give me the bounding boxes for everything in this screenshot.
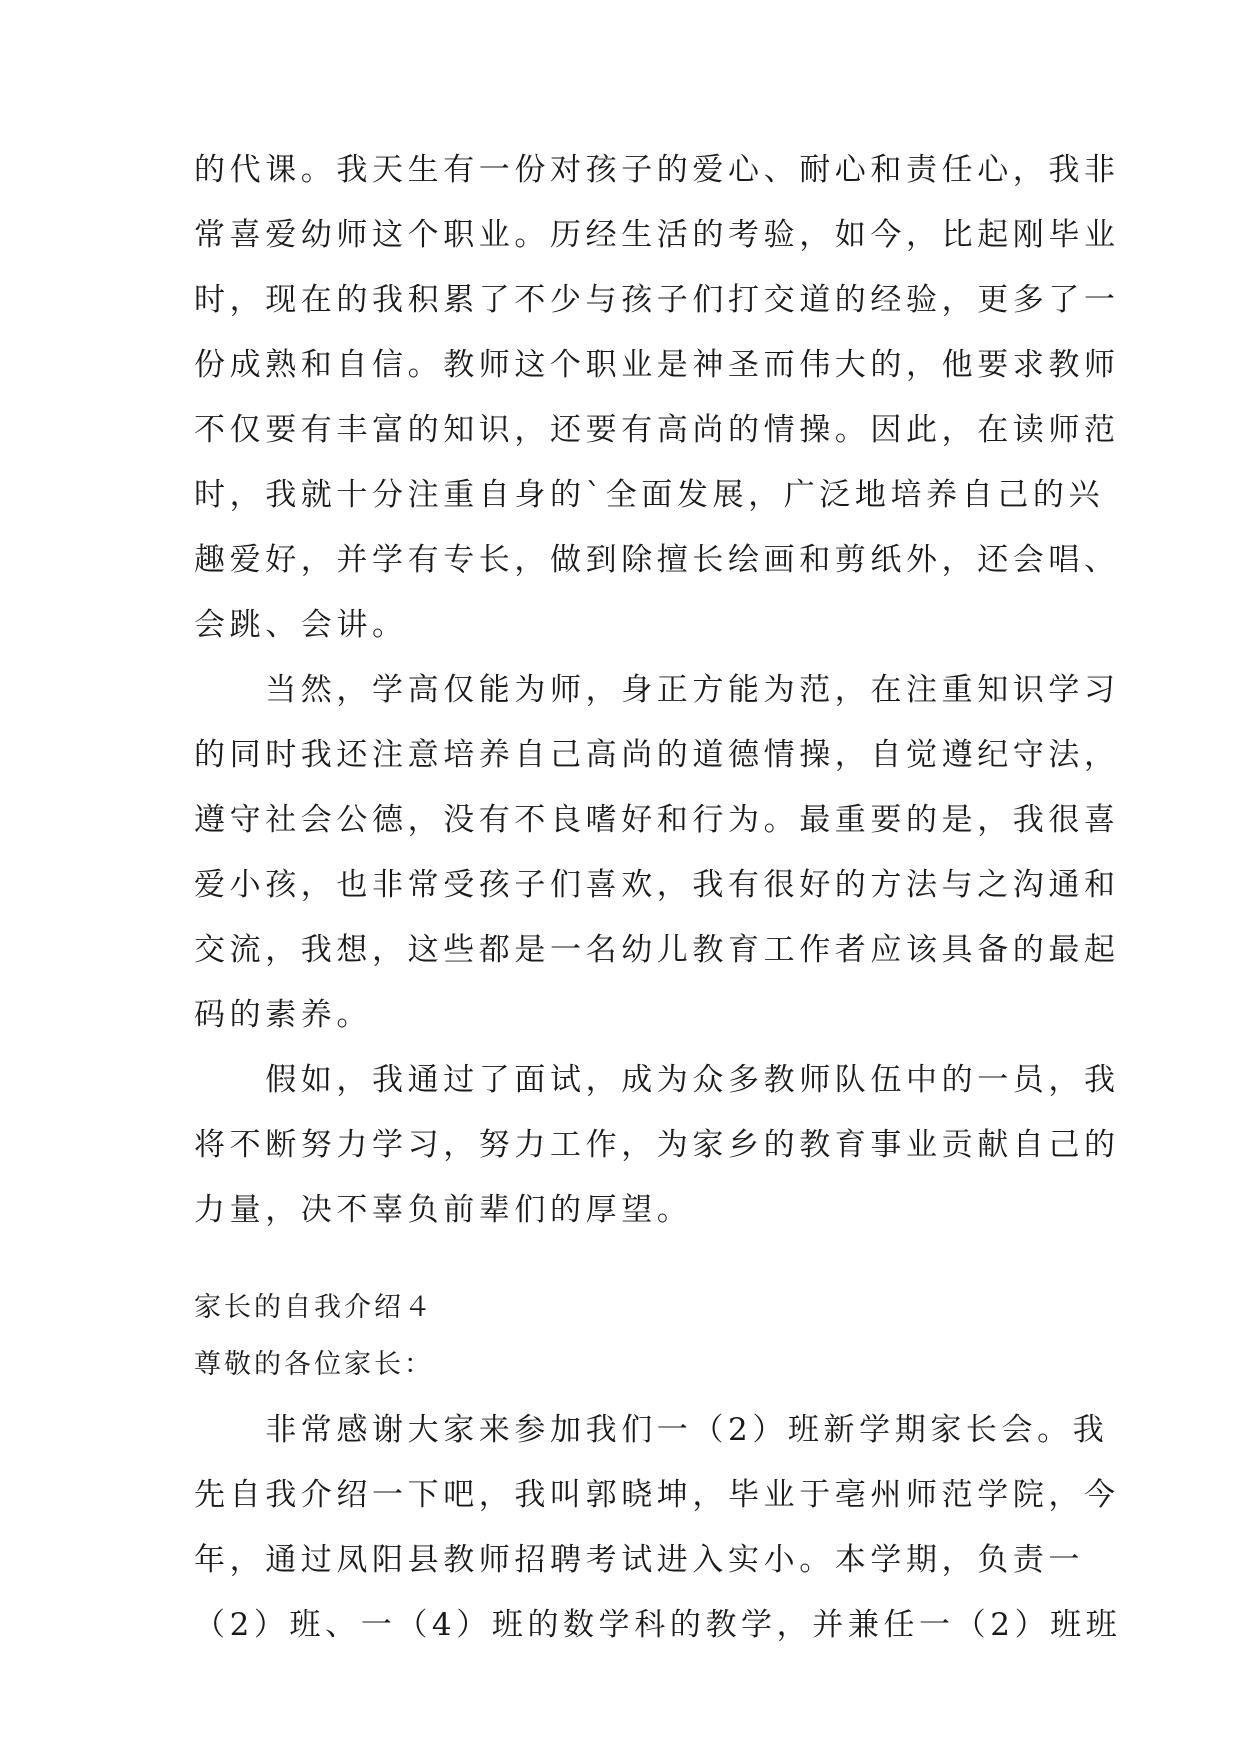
paragraph-line: 时，我就十分注重自身的`全面发展，广泛地培养自己的兴 xyxy=(194,477,1105,513)
paragraph-line: 遵守社会公德，没有不良嗜好和行为。最重要的是，我很喜 xyxy=(194,802,1120,838)
salutation: 尊敬的各位家长： xyxy=(194,1349,434,1380)
paragraph-line: 先自我介绍一下吧，我叫郭晓坤，毕业于亳州师范学院，今 xyxy=(194,1477,1120,1513)
paragraph-line: 常喜爱幼师这个职业。历经生活的考验，如今，比起刚毕业 xyxy=(194,217,1120,253)
paragraph-line: 年，通过凤阳县教师招聘考试进入实小。本学期，负责一 xyxy=(194,1542,1084,1578)
paragraph-line: 时，现在的我积累了不少与孩子们打交道的经验，更多了一 xyxy=(194,282,1120,318)
paragraph-line: 份成熟和自信。教师这个职业是神圣而伟大的，他要求教师 xyxy=(194,347,1120,383)
paragraph-line: （2）班、一（4）班的数学科的教学，并兼任一（2）班班 xyxy=(194,1607,1122,1643)
paragraph-line: 码的素养。 xyxy=(194,997,372,1033)
paragraph-line: 的同时我还注意培养自己高尚的道德情操，自觉遵纪守法， xyxy=(194,737,1120,773)
paragraph-line: 爱小孩，也非常受孩子们喜欢，我有很好的方法与之沟通和 xyxy=(194,867,1120,903)
paragraph-line: 非常感谢大家来参加我们一（2）班新学期家长会。我 xyxy=(194,1412,1109,1448)
paragraph-line: 的代课。我天生有一份对孩子的爱心、耐心和责任心，我非 xyxy=(194,152,1120,188)
paragraph-line: 将不断努力学习，努力工作，为家乡的教育事业贡献自己的 xyxy=(194,1127,1120,1163)
paragraph-line: 假如，我通过了面试，成为众多教师队伍中的一员，我 xyxy=(194,1062,1120,1098)
paragraph-line: 当然，学高仅能为师，身正方能为范，在注重知识学习 xyxy=(194,672,1120,708)
paragraph-line: 趣爱好，并学有专长，做到除擅长绘画和剪纸外，还会唱、 xyxy=(194,542,1120,578)
paragraph-line: 交流，我想，这些都是一名幼儿教育工作者应该具备的最起 xyxy=(194,932,1120,968)
paragraph-line: 力量，决不辜负前辈们的厚望。 xyxy=(194,1192,693,1228)
paragraph-line: 不仅要有丰富的知识，还要有高尚的情操。因此，在读师范 xyxy=(194,412,1120,448)
paragraph-line: 会跳、会讲。 xyxy=(194,607,408,643)
section-heading: 家长的自我介绍４ xyxy=(194,1292,434,1323)
